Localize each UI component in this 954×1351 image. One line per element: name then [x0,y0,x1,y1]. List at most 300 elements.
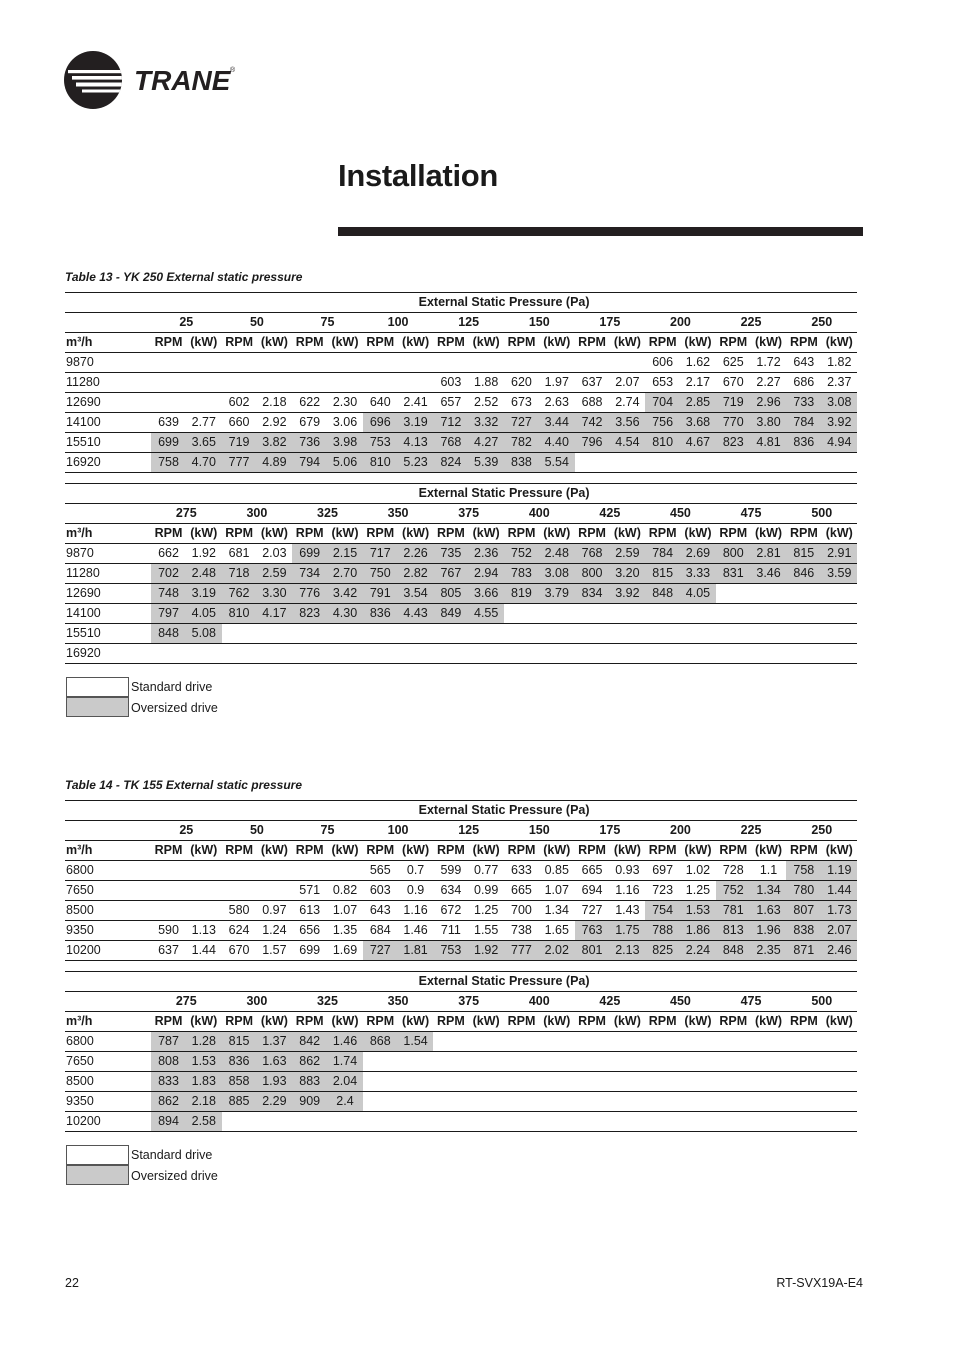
rpm-cell: 784 [786,413,821,433]
rpm-header: RPM [292,524,327,544]
kw-cell: 2.17 [680,373,716,393]
kw-cell [398,1072,434,1092]
rpm-header: RPM [433,333,468,353]
kw-cell: 4.27 [468,433,504,453]
esp-header-row [65,293,857,313]
rpm-cell: 643 [363,901,398,921]
rpm-cell: 719 [716,393,751,413]
kw-cell: 5.54 [539,453,575,473]
esp-header-row [65,972,857,992]
kw-cell: 1.19 [821,861,857,881]
kw-cell: 3.80 [751,413,787,433]
kw-cell: 1.57 [257,941,293,961]
pressure-value: 50 [222,313,293,333]
kw-cell: 3.59 [821,564,857,584]
airflow-cell: 14100 [65,413,151,433]
kw-header: (kW) [257,333,293,353]
kw-cell [821,624,857,644]
rpm-cell: 783 [504,564,539,584]
kw-cell: 1.81 [398,941,434,961]
pressure-value: 275 [151,504,222,524]
kw-cell: 3.30 [257,584,293,604]
kw-cell: 0.9 [398,881,434,901]
rpm-cell [292,644,327,664]
rpm-cell [786,604,821,624]
legend-standard [65,677,315,698]
kw-header: (kW) [680,524,716,544]
rpm-cell [504,1052,539,1072]
kw-cell: 1.69 [327,941,363,961]
pressure-value: 450 [645,992,716,1012]
rpm-cell [151,861,186,881]
kw-header: (kW) [398,841,434,861]
kw-cell [751,1052,787,1072]
pressure-value: 125 [433,313,504,333]
table-row [65,413,857,433]
kw-cell [821,1112,857,1132]
kw-header: (kW) [327,841,363,861]
kw-cell [398,373,434,393]
rpm-cell [433,1112,468,1132]
airflow-cell: 16920 [65,453,151,473]
rpm-cell [786,1112,821,1132]
kw-cell: 5.39 [468,453,504,473]
kw-cell: 1.16 [610,881,646,901]
kw-cell [610,1112,646,1132]
rpm-cell [786,584,821,604]
rpm-cell: 776 [292,584,327,604]
kw-cell [539,644,575,664]
kw-cell [539,1032,575,1052]
kw-cell: 2.48 [539,544,575,564]
rpm-cell [151,393,186,413]
empty-cell [65,313,151,333]
rpm-cell: 727 [504,413,539,433]
kw-cell [610,1092,646,1112]
kw-cell: 1.13 [186,921,222,941]
rpm-cell [504,624,539,644]
rpm-cell [716,604,751,624]
legend-standard [65,1145,315,1166]
rpm-cell [504,604,539,624]
rpm-cell: 700 [504,901,539,921]
esp-header: External Static Pressure (Pa) [151,972,857,992]
kw-cell [327,624,363,644]
kw-cell: 4.43 [398,604,434,624]
table-row [65,881,857,901]
rpm-header: RPM [222,1012,257,1032]
rpm-cell [504,353,539,373]
rpm-cell [645,1112,680,1132]
rpm-cell: 694 [575,881,610,901]
kw-cell: 4.94 [821,433,857,453]
legend-oversized [65,698,315,719]
table-14-block-2 [65,971,857,1132]
pressure-value: 475 [716,992,787,1012]
table-13-caption: Table 13 - YK 250 External static pressure [65,270,303,284]
rpm-header: RPM [504,333,539,353]
kw-header: (kW) [751,524,787,544]
pressure-value: 100 [363,313,434,333]
rpm-header: RPM [151,524,186,544]
rpm-cell [504,1032,539,1052]
kw-header: (kW) [186,524,222,544]
table-row [65,941,857,961]
pressure-value: 375 [433,504,504,524]
table-row [65,1072,857,1092]
kw-header: (kW) [398,524,434,544]
pressure-value: 150 [504,821,575,841]
kw-cell: 5.08 [186,624,222,644]
rpm-header: RPM [222,524,257,544]
kw-cell [186,393,222,413]
kw-cell [610,353,646,373]
rpm-cell: 688 [575,393,610,413]
rpm-cell: 767 [433,564,468,584]
airflow-cell: 15510 [65,624,151,644]
kw-cell: 1.44 [186,941,222,961]
rpm-cell: 831 [716,564,751,584]
kw-cell: 3.92 [610,584,646,604]
rpm-cell [433,644,468,664]
kw-header: (kW) [257,1012,293,1032]
rpm-cell [716,1092,751,1112]
pressure-value: 300 [222,992,293,1012]
kw-cell [821,644,857,664]
kw-cell: 2.36 [468,544,504,564]
rpm-header: RPM [363,524,398,544]
empty-cell [65,801,151,821]
kw-cell [186,373,222,393]
kw-cell [468,624,504,644]
kw-cell [680,644,716,664]
rpm-cell: 670 [716,373,751,393]
pressure-value: 375 [433,992,504,1012]
kw-cell [539,1112,575,1132]
kw-cell [257,861,293,881]
kw-cell: 3.65 [186,433,222,453]
kw-cell: 4.81 [751,433,787,453]
kw-cell: 2.18 [257,393,293,413]
legend-label-standard: Standard drive [131,1148,213,1162]
kw-cell: 1.62 [680,353,716,373]
rpm-cell: 846 [786,564,821,584]
pressure-value: 275 [151,992,222,1012]
kw-cell [186,881,222,901]
kw-header: (kW) [751,333,787,353]
rpm-cell: 673 [504,393,539,413]
kw-cell: 3.56 [610,413,646,433]
kw-cell: 3.06 [327,413,363,433]
pressure-value: 250 [786,313,857,333]
pressure-value: 500 [786,504,857,524]
kw-cell [610,1032,646,1052]
rpm-cell [786,1032,821,1052]
rpm-cell [222,881,257,901]
rpm-cell [363,1052,398,1072]
kw-cell: 1.86 [680,921,716,941]
rpm-header: RPM [645,841,680,861]
kw-header: (kW) [186,333,222,353]
rpm-cell: 717 [363,544,398,564]
rpm-cell: 662 [151,544,186,564]
rpm-cell: 637 [151,941,186,961]
rpm-cell: 603 [363,881,398,901]
rpm-cell [786,453,821,473]
pressure-value: 25 [151,313,222,333]
rpm-cell: 590 [151,921,186,941]
kw-cell: 2.82 [398,564,434,584]
kw-cell: 1.07 [327,901,363,921]
rpm-cell [504,1112,539,1132]
rpm-cell: 836 [786,433,821,453]
kw-cell [468,1112,504,1132]
pressure-value: 225 [716,821,787,841]
kw-cell: 2.59 [610,544,646,564]
rpm-cell: 838 [786,921,821,941]
rpm-cell [222,1112,257,1132]
airflow-cell: 8500 [65,901,151,921]
kw-cell [751,644,787,664]
kw-cell: 0.7 [398,861,434,881]
rpm-cell: 834 [575,584,610,604]
rpm-cell: 699 [292,941,327,961]
kw-cell [610,1072,646,1092]
kw-header: (kW) [257,841,293,861]
pressure-value: 425 [575,992,646,1012]
esp-header-row [65,484,857,504]
flow-header: m³/h [65,841,151,861]
rpm-header: RPM [786,841,821,861]
rpm-cell: 637 [575,373,610,393]
kw-cell [751,584,787,604]
kw-cell [821,604,857,624]
kw-cell: 1.16 [398,901,434,921]
kw-cell [751,1112,787,1132]
rpm-cell [433,1032,468,1052]
rpm-cell [716,1052,751,1072]
rpm-cell: 885 [222,1092,257,1112]
flow-header: m³/h [65,524,151,544]
kw-cell [680,1112,716,1132]
airflow-cell: 14100 [65,604,151,624]
rpm-header: RPM [504,524,539,544]
rpm-cell [222,861,257,881]
rpm-cell: 836 [363,604,398,624]
kw-cell [610,624,646,644]
kw-cell [610,453,646,473]
kw-header: (kW) [398,333,434,353]
rpm-cell [716,584,751,604]
kw-cell [821,453,857,473]
rpm-cell: 815 [786,544,821,564]
rpm-cell [363,1092,398,1112]
rpm-cell: 849 [433,604,468,624]
rpm-cell: 768 [433,433,468,453]
rpm-cell [645,644,680,664]
kw-cell [468,353,504,373]
kw-cell: 1.63 [751,901,787,921]
rpm-cell: 815 [645,564,680,584]
airflow-cell: 6800 [65,861,151,881]
rpm-cell: 639 [151,413,186,433]
kw-cell: 1.35 [327,921,363,941]
kw-cell: 2.91 [821,544,857,564]
kw-cell: 2.58 [186,1112,222,1132]
rpm-cell: 758 [786,861,821,881]
rpm-header: RPM [645,333,680,353]
kw-cell: 2.07 [821,921,857,941]
rpm-cell: 801 [575,941,610,961]
kw-cell: 2.4 [327,1092,363,1112]
rpm-header: RPM [363,1012,398,1032]
pressure-value: 200 [645,313,716,333]
table-13-block-2 [65,483,857,664]
rpm-cell [575,604,610,624]
rpm-cell: 768 [575,544,610,564]
kw-cell: 3.66 [468,584,504,604]
rpm-cell [504,1072,539,1092]
kw-header: (kW) [468,333,504,353]
rpm-cell: 862 [292,1052,327,1072]
rpm-header: RPM [786,1012,821,1032]
rpm-cell [151,644,186,664]
kw-cell [468,644,504,664]
kw-cell [751,624,787,644]
rpm-cell: 622 [292,393,327,413]
table-14-legend [65,1145,315,1187]
rpm-cell [575,353,610,373]
rpm-cell: 699 [151,433,186,453]
rpm-header: RPM [575,1012,610,1032]
kw-cell: 1.73 [821,901,857,921]
kw-cell: 1.88 [468,373,504,393]
kw-header: (kW) [468,1012,504,1032]
pressure-value: 225 [716,313,787,333]
rpm-cell [363,624,398,644]
kw-cell [186,353,222,373]
kw-cell [257,353,293,373]
rpm-cell: 836 [222,1052,257,1072]
kw-cell: 2.26 [398,544,434,564]
rpm-cell [222,644,257,664]
kw-cell [821,1052,857,1072]
kw-cell: 2.77 [186,413,222,433]
table-row [65,1092,857,1112]
rpm-header: RPM [151,841,186,861]
rpm-cell: 805 [433,584,468,604]
table-row [65,353,857,373]
kw-cell [680,624,716,644]
kw-cell: 4.05 [186,604,222,624]
rpm-cell: 634 [433,881,468,901]
kw-cell: 0.93 [610,861,646,881]
rpm-cell: 656 [292,921,327,941]
page-title: Installation [338,158,499,193]
rpm-cell [645,453,680,473]
rpm-header: RPM [786,524,821,544]
rpm-cell: 599 [433,861,468,881]
kw-cell: 1.37 [257,1032,293,1052]
rpm-cell [645,1092,680,1112]
airflow-cell: 12690 [65,393,151,413]
legend-label-oversized: Oversized drive [131,1169,218,1183]
rpm-cell: 796 [575,433,610,453]
kw-cell: 1.53 [680,901,716,921]
rpm-cell [575,1052,610,1072]
kw-cell: 1.92 [468,941,504,961]
rpm-cell: 762 [222,584,257,604]
kw-cell: 2.94 [468,564,504,584]
kw-cell: 4.40 [539,433,575,453]
table-row [65,453,857,473]
rpm-cell: 823 [716,433,751,453]
rpm-cell: 613 [292,901,327,921]
kw-cell: 1.92 [186,544,222,564]
rpm-cell [504,1092,539,1112]
pressure-row [65,313,857,333]
kw-cell [680,1072,716,1092]
empty-cell [65,992,151,1012]
kw-cell: 2.85 [680,393,716,413]
rpm-cell: 733 [786,393,821,413]
pressure-value: 25 [151,821,222,841]
svg-text:®: ® [230,67,236,74]
kw-header: (kW) [398,1012,434,1032]
rpm-header: RPM [433,841,468,861]
kw-cell: 3.20 [610,564,646,584]
table-row [65,861,857,881]
kw-cell: 5.06 [327,453,363,473]
kw-cell: 3.19 [398,413,434,433]
kw-cell: 3.46 [751,564,787,584]
kw-cell: 3.92 [821,413,857,433]
rpm-cell [716,453,751,473]
rpm-cell: 862 [151,1092,186,1112]
legend-label-oversized: Oversized drive [131,701,218,715]
kw-cell: 1.34 [751,881,787,901]
kw-cell [539,1072,575,1092]
rpm-cell: 697 [645,861,680,881]
kw-cell: 2.46 [821,941,857,961]
rpm-cell: 665 [575,861,610,881]
kw-cell [821,1072,857,1092]
rpm-header: RPM [575,333,610,353]
rpm-cell: 780 [786,881,821,901]
kw-cell: 1.65 [539,921,575,941]
rpm-cell [786,1072,821,1092]
kw-cell: 0.97 [257,901,293,921]
pressure-value: 175 [575,313,646,333]
rpm-cell [716,1112,751,1132]
rpm-cell [151,373,186,393]
airflow-cell: 11280 [65,564,151,584]
kw-header: (kW) [327,524,363,544]
kw-header: (kW) [186,841,222,861]
empty-cell [65,504,151,524]
esp-header: External Static Pressure (Pa) [151,801,857,821]
kw-cell [398,1112,434,1132]
kw-cell [751,1072,787,1092]
kw-cell: 2.07 [610,373,646,393]
airflow-cell: 9350 [65,921,151,941]
table-row [65,584,857,604]
empty-cell [65,484,151,504]
rpm-cell: 810 [363,453,398,473]
rpm-cell: 777 [222,453,257,473]
rpm-cell [292,861,327,881]
rpm-cell [222,624,257,644]
